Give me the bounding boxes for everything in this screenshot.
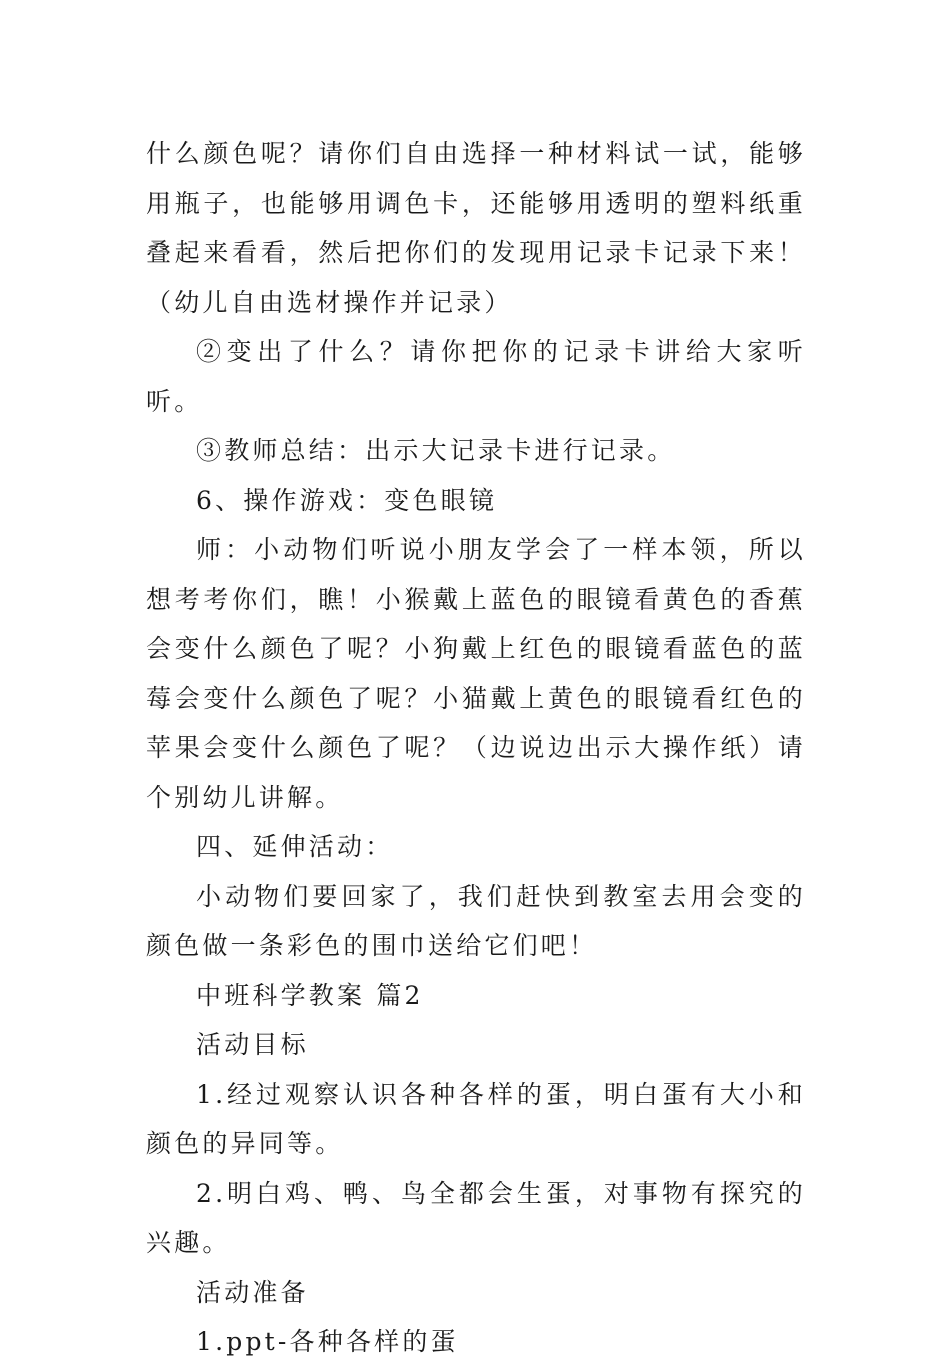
paragraph-teacher-dialogue: 师：小动物们听说小朋友学会了一样本领，所以想考考你们，瞧！小猴戴上蓝色的眼镜看黄色的香蕉会变什么颜色了呢？小狗戴上红色的眼镜看蓝色的蓝莓会变什么颜色了呢？小猫戴上黄色的眼镜看红色的苹果会变什么颜色了呢？（边说边出示大操作纸）请个别幼儿讲解。 bbox=[146, 535, 806, 812]
section-heading-goals: 活动目标 bbox=[196, 1030, 309, 1059]
document-body bbox=[146, 129, 806, 1367]
section-heading-extension: 四、延伸活动： bbox=[196, 832, 394, 861]
section-heading-preparation: 活动准备 bbox=[196, 1277, 309, 1307]
paragraph-continued: 什么颜色呢？请你们自由选择一种材料试一试，能够用瓶子，也能够用调色卡，还能够用透明的塑料纸重叠起来看看，然后把你们的发现用记录卡记录下来！（幼儿自由选材操作并记录） bbox=[146, 139, 806, 317]
paragraph-extension: 小动物们要回家了，我们赶快到教室去用会变的颜色做一条彩色的围巾送给它们吧！ bbox=[146, 881, 806, 960]
paragraph-game-heading: 6、操作游戏：变色眼镜 bbox=[196, 485, 498, 515]
goal-item-2: 2.明白鸡、鸭、鸟全都会生蛋，对事物有探究的兴趣。 bbox=[146, 1178, 806, 1257]
paragraph-step-2: ②变出了什么？请你把你的记录卡讲给大家听听。 bbox=[146, 337, 806, 416]
lesson-title-2: 中班科学教案 篇2 bbox=[196, 980, 424, 1010]
paragraph-step-3: ③教师总结：出示大记录卡进行记录。 bbox=[196, 436, 676, 465]
preparation-item-1: 1.ppt-各种各样的蛋 bbox=[196, 1327, 459, 1356]
goal-item-1: 1.经过观察认识各种各样的蛋，明白蛋有大小和颜色的异同等。 bbox=[146, 1079, 806, 1158]
